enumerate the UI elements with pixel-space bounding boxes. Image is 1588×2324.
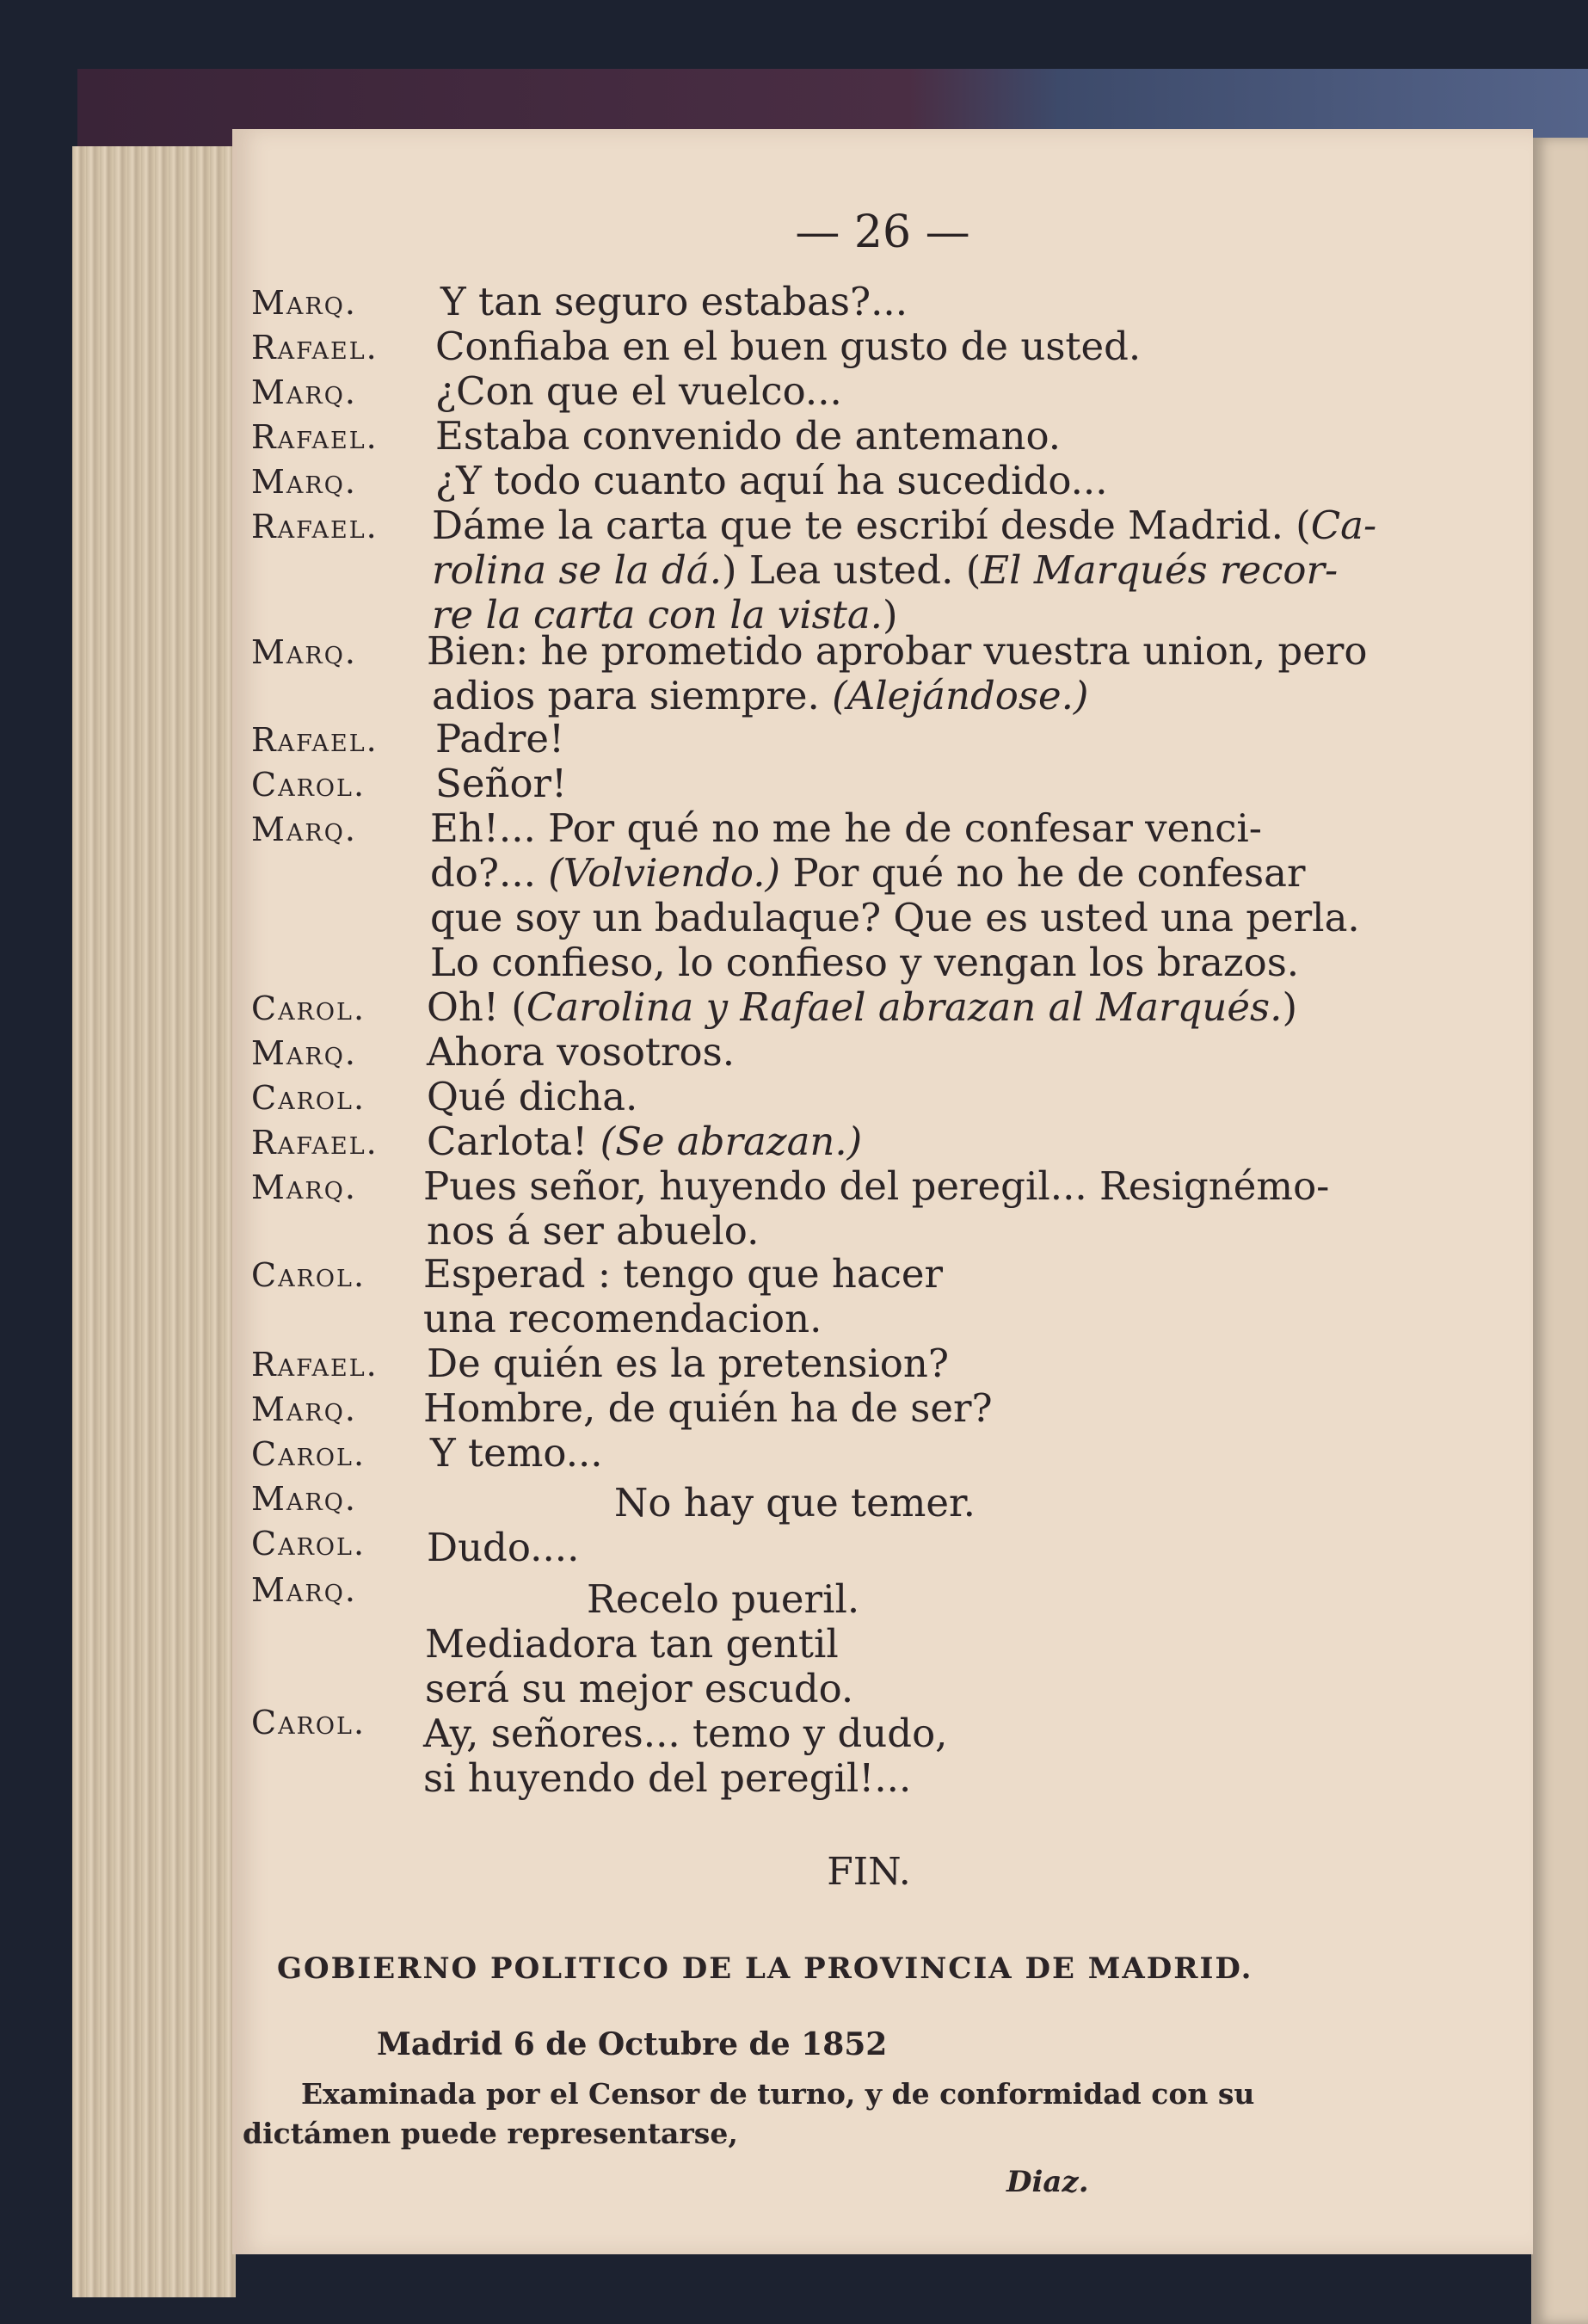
dialogue-line: rolina se la dá.) Lea usted. (El Marqués recor- [432, 547, 1339, 593]
dialogue-line: Lo confieso, lo confieso y vengan los brazos. [430, 940, 1300, 985]
speaker: Marq. [251, 1390, 357, 1428]
examined-line: dictámen puede representarse, [243, 2117, 738, 2150]
dialogue-line: Padre! [435, 716, 565, 761]
speaker: Carol. [251, 1256, 366, 1294]
speaker: Marq. [251, 1571, 357, 1609]
speaker: Rafael. [251, 508, 379, 546]
date-line: Madrid 6 de Octubre de 1852 [377, 2026, 888, 2062]
speaker: Rafael. [251, 1124, 379, 1162]
dialogue-line: Ay, señores... temo y dudo, [423, 1711, 948, 1756]
dialogue-line: Y temo... [430, 1430, 603, 1476]
speaker: Carol. [251, 1079, 366, 1117]
dialogue-line: será su mejor escudo. [425, 1666, 854, 1711]
dialogue-line: Y tan seguro estabas?... [440, 279, 908, 324]
dialogue-line: Eh!... Por qué no me he de confesar venci- [430, 805, 1262, 851]
dialogue-line: Mediadora tan gentil [425, 1621, 839, 1667]
speaker: Carol. [251, 766, 366, 804]
speaker: Carol. [251, 1704, 366, 1741]
speaker: Carol. [251, 1525, 366, 1563]
speaker: Marq. [251, 284, 357, 322]
censor-signature: Diaz. [1006, 2165, 1089, 2199]
dialogue-line: si huyendo del peregil!... [423, 1755, 912, 1801]
speaker: Marq. [251, 373, 357, 411]
speaker: Rafael. [251, 329, 379, 367]
dialogue-line: nos á ser abuelo. [427, 1208, 760, 1254]
dialogue-line: Hombre, de quién ha de ser? [423, 1385, 993, 1431]
dialogue-line: Oh! (Carolina y Rafael abrazan al Marqués.) [427, 984, 1297, 1030]
page-number: — 26 — [795, 207, 970, 258]
speaker: Marq. [251, 1168, 357, 1206]
dialogue-line: do?... (Volviendo.) Por qué no he de confesar [430, 850, 1306, 896]
dialogue-line: una recomendacion. [423, 1296, 822, 1341]
dialogue-line: Pues señor, huyendo del peregil... Resignémo- [423, 1163, 1330, 1209]
book-page [232, 129, 1533, 2254]
speaker: Marq. [251, 1034, 357, 1072]
dialogue-line: Dáme la carta que te escribí desde Madrid. (Ca- [432, 502, 1377, 548]
dialogue-line: adios para siempre. (Alejándose.) [432, 673, 1089, 718]
speaker: Rafael. [251, 418, 379, 456]
fin-heading: FIN. [827, 1850, 911, 1894]
dialogue-line: Señor! [435, 761, 568, 806]
speaker: Rafael. [251, 721, 379, 759]
speaker: Marq. [251, 1480, 357, 1518]
dialogue-line: ¿Y todo cuanto aquí ha sucedido... [435, 458, 1108, 503]
dialogue-line: Ahora vosotros. [427, 1029, 736, 1075]
dialogue-line: Esperad : tengo que hacer [423, 1251, 944, 1297]
dialogue-line: Carlota! (Se abrazan.) [427, 1119, 863, 1164]
dialogue-line: Dudo.... [427, 1525, 580, 1570]
dialogue-line: Qué dicha. [427, 1074, 638, 1119]
speaker: Carol. [251, 1435, 366, 1473]
dialogue-line: Recelo pueril. [587, 1576, 860, 1622]
speaker: Rafael. [251, 1346, 379, 1384]
dialogue-line: que soy un badulaque? Que es usted una perla. [430, 895, 1360, 940]
dialogue-line: Estaba convenido de antemano. [435, 413, 1062, 459]
examined-line: Examinada por el Censor de turno, y de conformidad con su [301, 2077, 1255, 2111]
speaker: Marq. [251, 463, 357, 501]
speaker: Carol. [251, 989, 366, 1027]
government-heading: GOBIERNO POLITICO DE LA PROVINCIA DE MADRID. [277, 1951, 1253, 1986]
dialogue-line: No hay que temer. [614, 1480, 976, 1526]
dialogue-line: re la carta con la vista.) [432, 592, 898, 638]
speaker: Marq. [251, 811, 357, 848]
speaker: Marq. [251, 633, 357, 671]
dialogue-line: Bien: he prometido aprobar vuestra union, pero [427, 628, 1368, 674]
dialogue-line: Confiaba en el buen gusto de usted. [435, 324, 1142, 369]
dialogue-line: De quién es la pretension? [427, 1341, 949, 1386]
dialogue-line: ¿Con que el vuelco... [435, 368, 842, 414]
page-edges [72, 146, 236, 2297]
facing-page-edge [1531, 138, 1588, 2324]
